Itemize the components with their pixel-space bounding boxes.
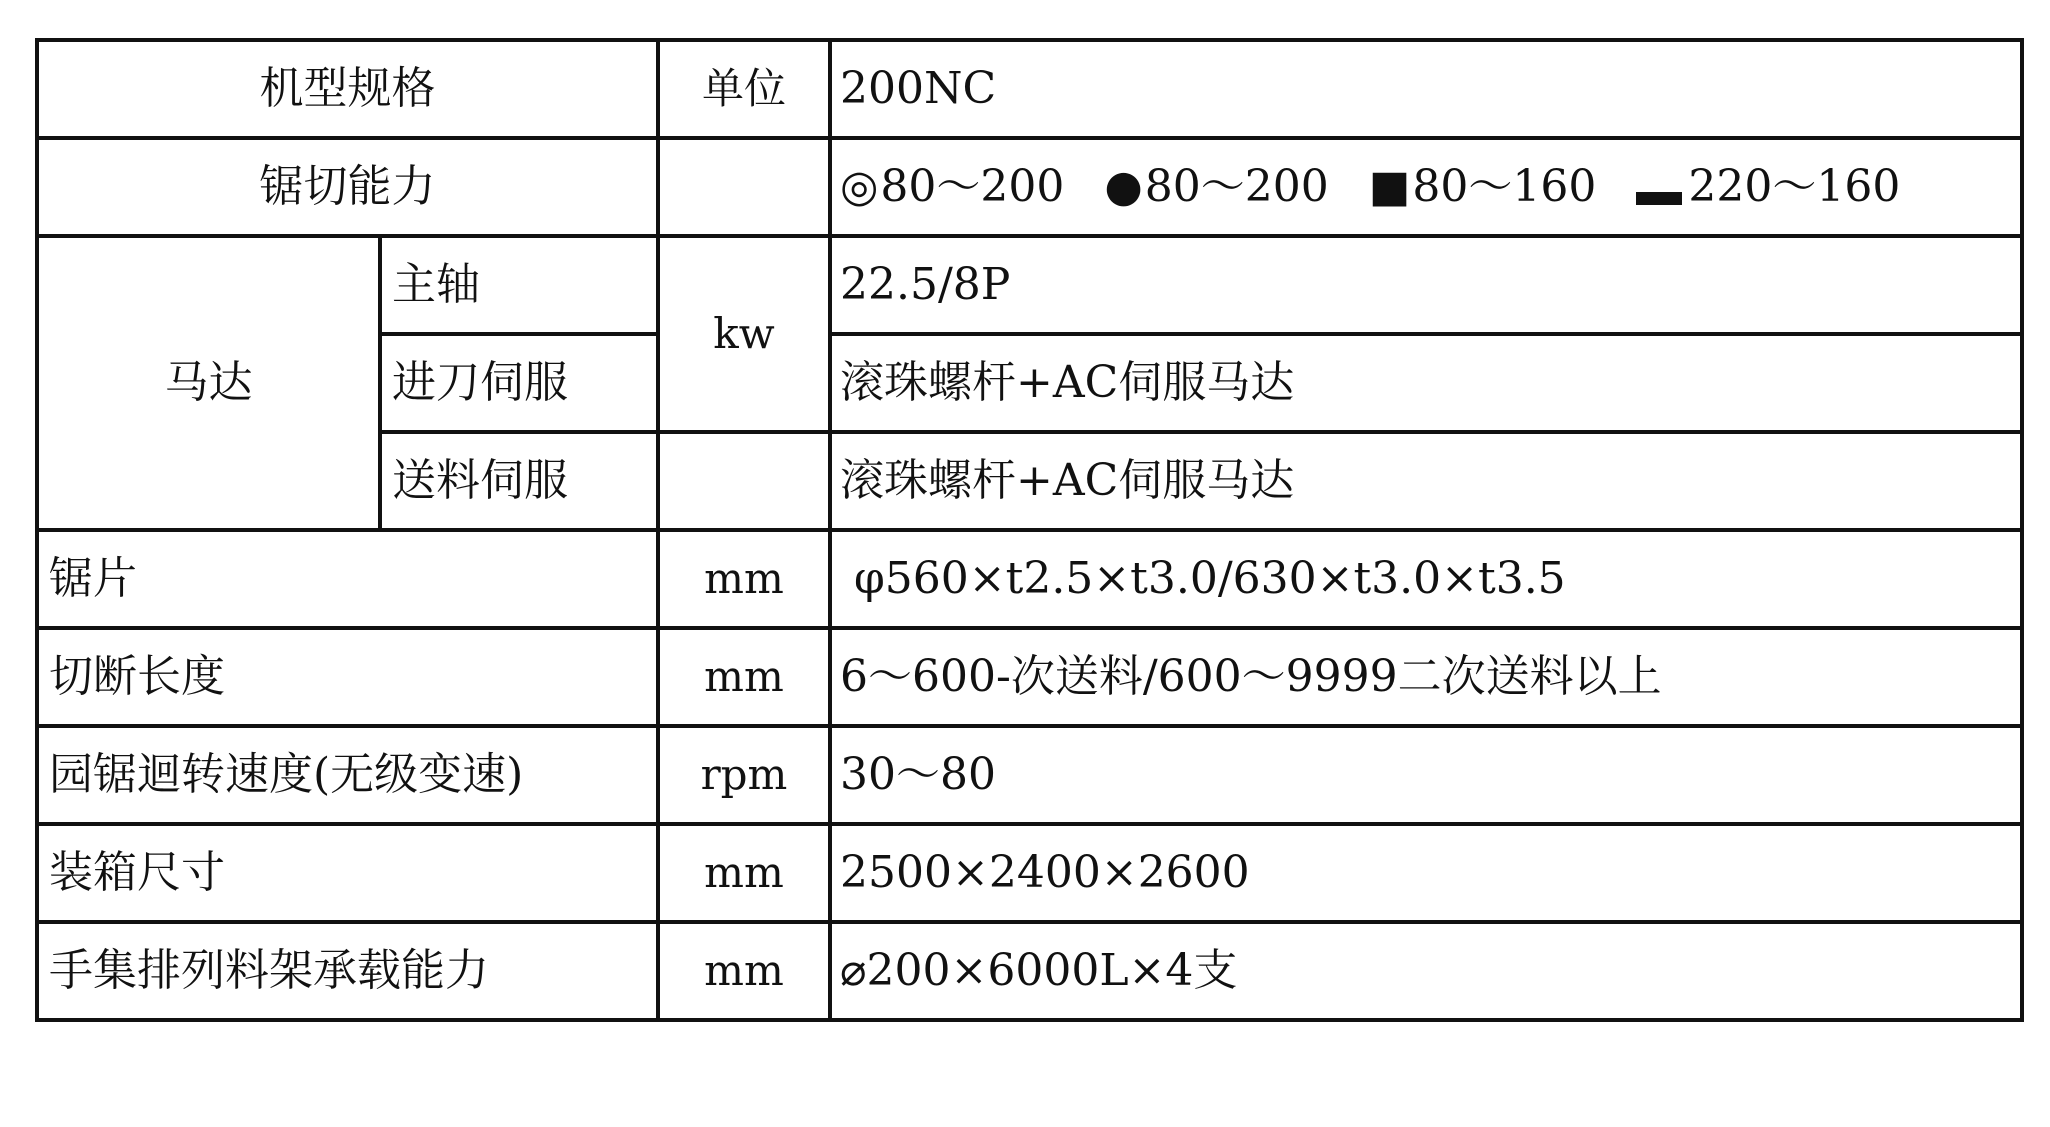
table-row-saw-speed [37,726,2022,824]
cut-length-label: 切断长度 [37,628,658,726]
motor-spindle-value: 22.5/8P [830,236,2022,334]
saw-blade-unit: mm [658,530,830,628]
motor-spindle-label: 主轴 [380,236,658,334]
table-row-cut-length [37,628,2022,726]
saw-blade-label: 锯片 [37,530,658,628]
motor-label: 马达 [37,236,380,530]
motor-material-servo-value: 滚珠螺杆+AC伺服马达 [830,432,2022,530]
motor-unit: kw [658,236,830,432]
rack-capacity-unit: mm [658,922,830,1020]
spec-table [35,38,2024,1022]
rack-capacity-label: 手集排列料架承载能力 [37,922,658,1020]
round-bar-icon: ● [1104,161,1143,212]
motor-feed-servo-label: 进刀伺服 [380,334,658,432]
table-row-model [37,40,2022,138]
unit-header: 单位 [658,40,830,138]
cutting-capacity-label: 锯切能力 [37,138,658,236]
model-label: 机型规格 [37,40,658,138]
round-tube-icon: ◎ [840,161,879,212]
capacity-range: 80～200 [880,161,1065,212]
packing-size-value: 2500×2400×2600 [830,824,2022,922]
packing-size-unit: mm [658,824,830,922]
cut-length-value: 6～600-次送料/600～9999二次送料以上 [830,628,2022,726]
capacity-range: 80～200 [1144,161,1329,212]
rack-capacity-value: ⌀200×6000L×4支 [830,922,2022,1020]
cutting-capacity-unit [658,138,830,236]
square-bar-icon: ■ [1368,161,1411,212]
table-row-motor-spindle [37,236,2022,334]
capacity-square-bar [1368,161,1597,212]
table-row-cutting-capacity [37,138,2022,236]
table-row-rack-capacity [37,922,2022,1020]
capacity-round-bar [1104,161,1329,212]
capacity-round-tube [840,161,1065,212]
table-row-packing-size [37,824,2022,922]
saw-speed-value: 30～80 [830,726,2022,824]
cut-length-unit: mm [658,628,830,726]
motor-material-servo-unit [658,432,830,530]
capacity-flat-bar [1636,161,1901,212]
model-value: 200NC [830,40,2022,138]
motor-material-servo-label: 送料伺服 [380,432,658,530]
cutting-capacity-value [830,138,2022,236]
capacity-range: 80～160 [1412,161,1597,212]
saw-speed-label: 园锯迴转速度(无级变速) [37,726,658,824]
packing-size-label: 装箱尺寸 [37,824,658,922]
motor-feed-servo-value: 滚珠螺杆+AC伺服马达 [830,334,2022,432]
table-row-saw-blade [37,530,2022,628]
saw-speed-unit: rpm [658,726,830,824]
capacity-range: 220～160 [1688,161,1901,212]
flat-bar-icon [1636,192,1682,205]
saw-blade-value: φ560×t2.5×t3.0/630×t3.0×t3.5 [830,530,2022,628]
